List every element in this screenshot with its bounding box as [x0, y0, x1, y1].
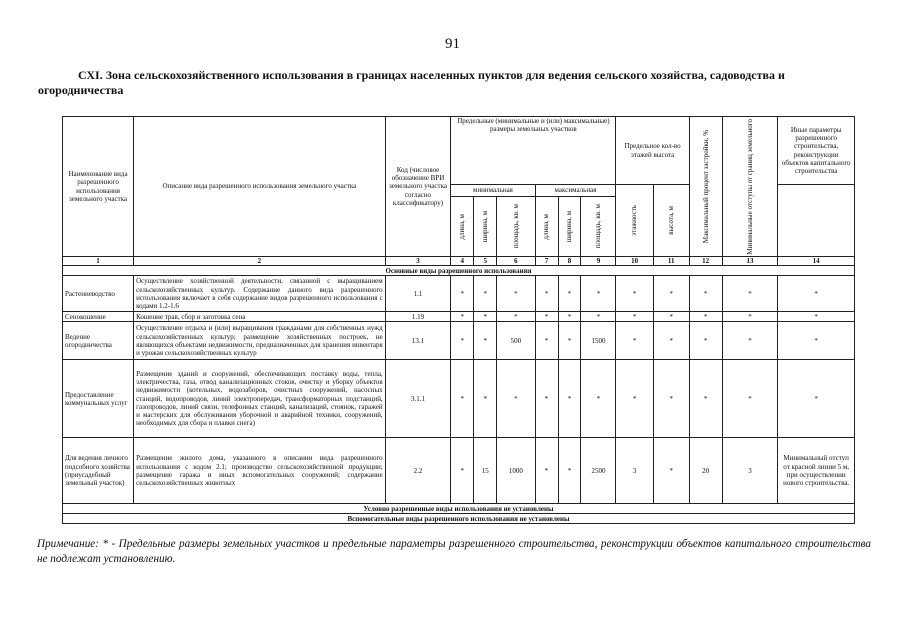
row-value: *	[451, 360, 474, 438]
row-name: Сенокошение	[63, 312, 134, 322]
column-number: 11	[653, 257, 689, 266]
row-name: Для ведения личного подсобного хозяйства (приусадебный земельный участок)	[63, 438, 134, 504]
column-number: 10	[616, 257, 653, 266]
row-value: *	[474, 312, 497, 322]
row-value: *	[558, 360, 581, 438]
row-value: *	[535, 322, 558, 360]
table-row	[63, 312, 855, 322]
row-description: Размещение зданий и сооружений, обеспечивающих поставку воды, тепла, электричества, газа, отвод канализационных стоков, очистку и уборку объектов недвижимости (котельных, водозаборов, очистных сооружений, насосных станций, водопроводов, линий электропередач, трансформаторных подстанций, газопроводов, линий связи, телефонных станций, канализаций, стоянок, гаражей и мастерских для обслуживания уборочной и аварийной техники, сооружений, необходимых для сбора и плавки снега)	[134, 360, 386, 438]
row-value: *	[581, 360, 616, 438]
header-name: Наименование вида разрешенного использования земельного участка	[63, 117, 134, 257]
row-value: *	[558, 276, 581, 312]
row-name: Ведение огородничества	[63, 322, 134, 360]
section-main-label: Основные виды разрешенного использования	[63, 266, 855, 276]
row-value: *	[451, 322, 474, 360]
row-value: *	[558, 322, 581, 360]
regulations-table	[62, 116, 855, 524]
row-value: *	[689, 276, 722, 312]
row-value: *	[616, 322, 653, 360]
header-min-setback	[722, 117, 778, 257]
column-number: 8	[558, 257, 581, 266]
header-floors-group: Предельное кол-во этажей высота	[616, 117, 689, 185]
section-row-auxiliary	[63, 514, 855, 524]
table-row	[63, 322, 855, 360]
column-number: 13	[722, 257, 778, 266]
footnote: Примечание: * - Предельные размеры земельных участков и предельные параметры разрешенного строительства, реконструкции объектов капитального строительства не подлежат установлению.	[37, 538, 871, 565]
row-code: 1.19	[385, 312, 451, 322]
column-number: 6	[497, 257, 535, 266]
row-value: *	[497, 312, 535, 322]
row-value: *	[722, 360, 778, 438]
row-value: *	[474, 360, 497, 438]
row-value: *	[535, 438, 558, 504]
row-value: *	[653, 322, 689, 360]
row-value: Минимальный отступ от красной линии 5 м, при осуществлении нового строительства.	[778, 438, 855, 504]
header-max-width	[558, 197, 581, 257]
row-value: *	[581, 276, 616, 312]
row-description: Размещение жилого дома, указанного в описании вида разрешенного использования с кодом 2.1; производство сельскохозяйственной продукции; размещение гаража и иных вспомогательных сооружений; содержание сельскохозяйственных животных	[134, 438, 386, 504]
row-value: *	[778, 360, 855, 438]
row-value: *	[653, 276, 689, 312]
header-min-width	[474, 197, 497, 257]
header-blank	[778, 185, 855, 257]
column-number: 12	[689, 257, 722, 266]
row-value: 1500	[581, 322, 616, 360]
header-height-text: высота, м	[667, 206, 676, 235]
row-value: *	[778, 322, 855, 360]
row-description: Кошение трав, сбор и заготовка сена	[134, 312, 386, 322]
section-heading: СХI. Зона сельскохозяйственного использования в границах населенных пунктов для ведения сельского хозяйства, садоводства и огородничества	[38, 68, 785, 97]
row-value: *	[616, 276, 653, 312]
header-max-width-text: ширина, м	[565, 210, 574, 243]
row-value: *	[722, 312, 778, 322]
row-value: 3	[616, 438, 653, 504]
row-value: *	[616, 360, 653, 438]
row-code: 2.2	[385, 438, 451, 504]
table-row	[63, 438, 855, 504]
section-auxiliary-label: Вспомогательные виды разрешенного использования не установлены	[63, 514, 855, 524]
row-name: Предоставление коммунальных услуг	[63, 360, 134, 438]
header-min-width-text: ширина, м	[481, 210, 490, 243]
header-code: Код (числовое обозначение ВРИ земельного участка согласно классификатору)	[385, 117, 451, 257]
header-max-length	[535, 197, 558, 257]
row-value: *	[497, 360, 535, 438]
row-value: *	[474, 322, 497, 360]
row-description: Осуществление отдыха и (или) выращивания гражданами для собственных нужд сельскохозяйственных культур; размещение хозяйственных построек, не являющихся объектами недвижимости, предназначенных для хранения инвентаря и урожая сельскохозяйственных культур	[134, 322, 386, 360]
column-number: 9	[581, 257, 616, 266]
row-code: 3.1.1	[385, 360, 451, 438]
row-value: *	[535, 312, 558, 322]
header-min-length-text: длина, м	[458, 213, 467, 240]
row-value: 3	[722, 438, 778, 504]
header-max-group: максимальная	[535, 185, 616, 197]
header-min-area	[497, 197, 535, 257]
header-floors-text: этажность	[630, 205, 639, 236]
row-value: 500	[497, 322, 535, 360]
row-value: *	[535, 276, 558, 312]
row-value: *	[689, 360, 722, 438]
table-row	[63, 360, 855, 438]
row-value: *	[497, 276, 535, 312]
header-height	[653, 185, 689, 257]
row-value: *	[722, 322, 778, 360]
row-value: *	[535, 360, 558, 438]
column-number: 14	[778, 257, 855, 266]
row-value: *	[451, 312, 474, 322]
row-value: *	[653, 312, 689, 322]
header-other-params: Иные параметры разрешенного строительства, реконструкции объектов капитального строительства	[778, 117, 855, 185]
row-value: 15	[474, 438, 497, 504]
row-value: *	[778, 276, 855, 312]
section-row-conditional	[63, 504, 855, 514]
row-value: *	[778, 312, 855, 322]
header-min-area-text: площадь, кв. м	[511, 204, 520, 249]
section-conditional-label: Условно разрешенные виды использования не установлены	[63, 504, 855, 514]
row-value: 1000	[497, 438, 535, 504]
row-value: *	[558, 438, 581, 504]
row-value: *	[558, 312, 581, 322]
row-value: *	[616, 312, 653, 322]
column-number: 4	[451, 257, 474, 266]
header-max-area-text: площадь, кв. м	[594, 204, 603, 249]
header-max-area	[581, 197, 616, 257]
row-value: *	[689, 322, 722, 360]
row-value: *	[653, 360, 689, 438]
row-code: 1.1	[385, 276, 451, 312]
header-max-coverage	[689, 117, 722, 257]
page-number: 91	[445, 36, 460, 52]
row-value: 2500	[581, 438, 616, 504]
header-max-coverage-text: Максимальный процент застройки, %	[701, 129, 710, 244]
header-max-length-text: длина, м	[542, 213, 551, 240]
table-row	[63, 276, 855, 312]
column-number-row	[63, 257, 855, 266]
header-min-length	[451, 197, 474, 257]
header-min-setback-text: Минимальные отступы от границ земельного	[745, 118, 754, 255]
row-description: Осуществление хозяйственной деятельности, связанной с выращиванием сельскохозяйственных культур. Содержание данного вида разрешенного использования включает в себя содержание видов разрешенного использования с кодами 1.2-1.6	[134, 276, 386, 312]
row-value: *	[451, 276, 474, 312]
row-value: *	[474, 276, 497, 312]
row-value: *	[653, 438, 689, 504]
section-row-main	[63, 266, 855, 276]
header-description: Описание вида разрешенного использования земельного участка	[134, 117, 386, 257]
row-value: *	[689, 312, 722, 322]
header-floors	[616, 185, 653, 257]
header-sizes-group: Предельные (минимальные и (или) максимальные) размеры земельных участков	[451, 117, 616, 185]
column-number: 2	[134, 257, 386, 266]
header-min-group: минимальная	[451, 185, 535, 197]
column-number: 5	[474, 257, 497, 266]
row-value: *	[451, 438, 474, 504]
row-value: 20	[689, 438, 722, 504]
row-value: *	[722, 276, 778, 312]
row-name: Растениеводство	[63, 276, 134, 312]
row-code: 13.1	[385, 322, 451, 360]
column-number: 7	[535, 257, 558, 266]
column-number: 3	[385, 257, 451, 266]
row-value: *	[581, 312, 616, 322]
column-number: 1	[63, 257, 134, 266]
